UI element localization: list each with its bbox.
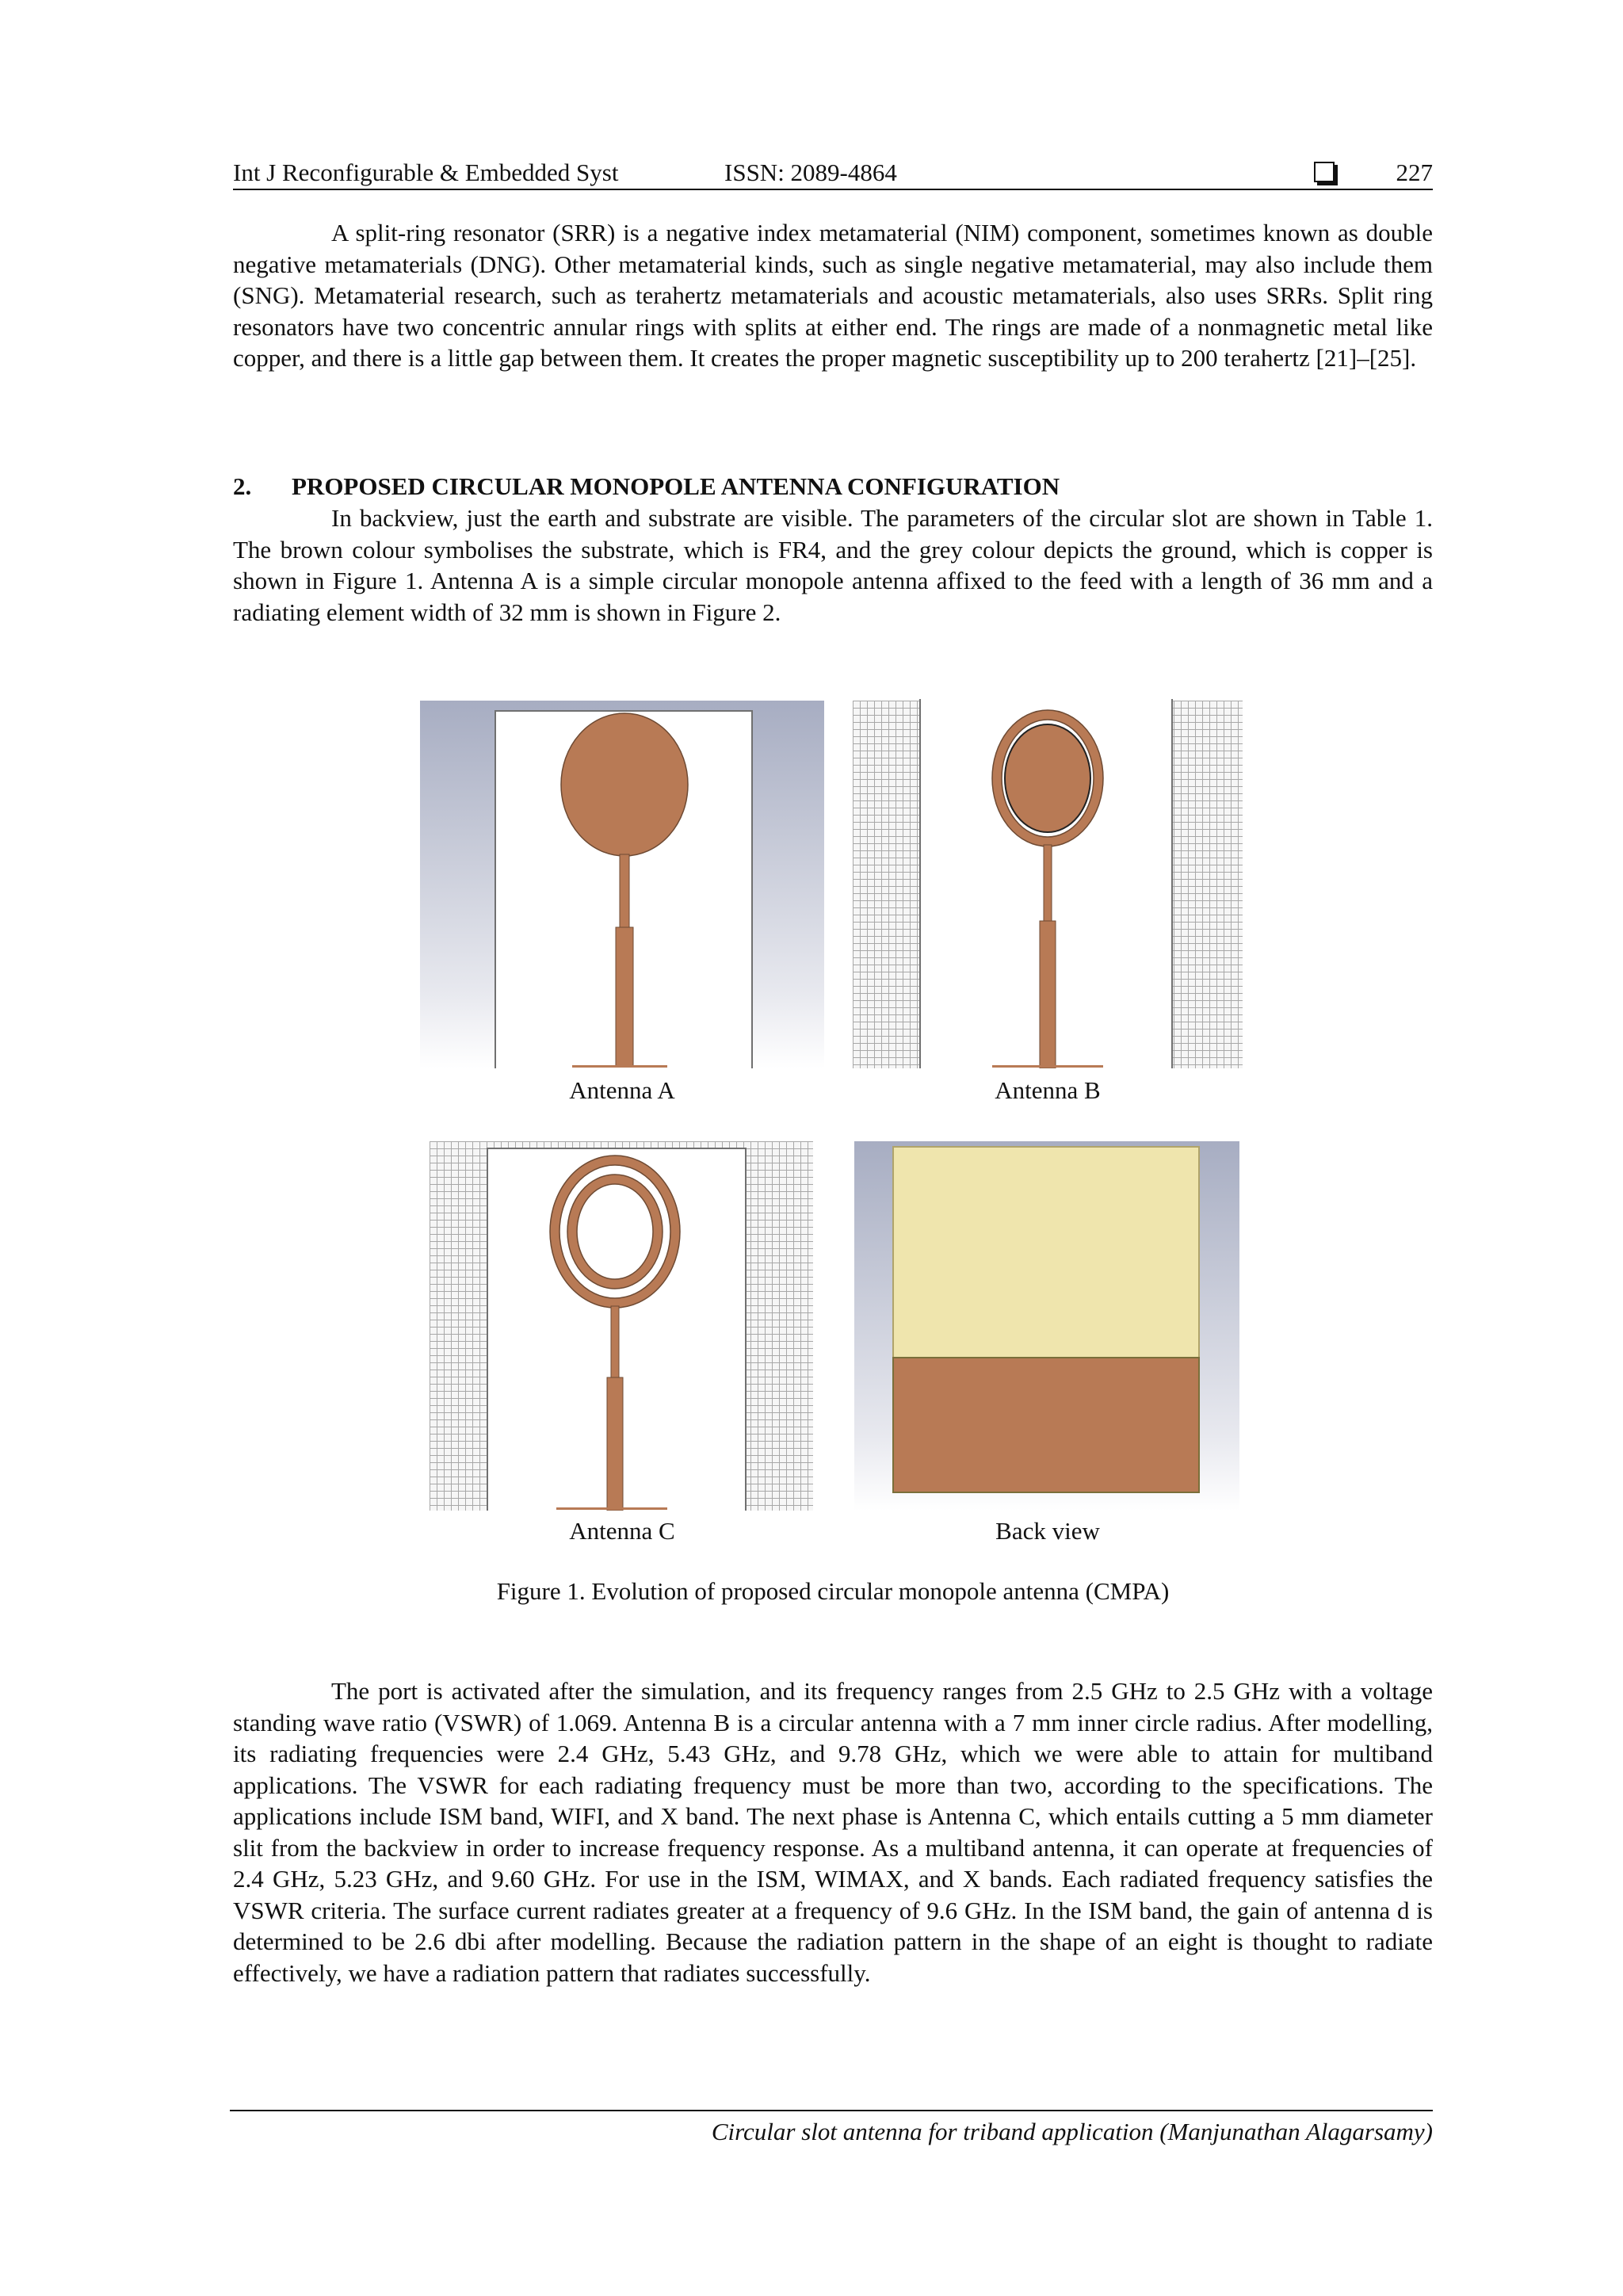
antenna-a-image bbox=[420, 701, 824, 1068]
checkbox-square-icon bbox=[1314, 162, 1335, 182]
antenna-a-drawing bbox=[420, 701, 824, 1068]
section-heading bbox=[233, 471, 1433, 502]
back-view-image bbox=[854, 1141, 1239, 1511]
panel-label-antenna-a: Antenna A bbox=[569, 1076, 675, 1104]
figure-caption: Figure 1. Evolution of proposed circular monopole antenna (CMPA) bbox=[496, 1577, 1170, 1605]
journal-title: Int J Reconfigurable & Embedded Syst bbox=[233, 159, 619, 186]
paragraph-port: The port is activated after the simulation, and its frequency ranges from 2.5 GHz to 2.5 GHz with a voltage standing wave ratio (VSWR) of 1.069. Antenna B is a circular antenna with a 7 mm inner circle radius. After modelling, its radiating frequencies were 2.4 GHz, 5.43 GHz, and 9.78 GHz, which we were able to attain for multiband applications. The VSWR for each radiating frequency must be more than two, according to the specifications. The applications include ISM band, WIFI, and X band. The next phase is Antenna C, which entails cutting a 5 mm diameter slit from the backview in order to increase frequency response. As a multiband antenna, it can operate at frequencies of 2.4 GHz, 5.23 GHz, and 9.60 GHz. For use in the ISM, WIMAX, and X bands. Each radiated frequency satisfies the VSWR criteria. The surface current radiates greater at a frequency of 9.6 GHz. In the ISM band, the gain of antenna d is determined to be 2.6 dbi after modelling. Because the radiation pattern in the shape of an eight is thought to radiate effectively, we have a radiation pattern that radiates successfully. bbox=[233, 1677, 1433, 1987]
paragraph-config: In backview, just the earth and substrate are visible. The parameters of the circular slot are shown in Table 1. The brown colour symbolises the substrate, which is FR4, and the grey colour depicts the ground, which is copper is shown in Figure 1. Antenna A is a simple circular monopole antenna affixed to the feed with a length of 36 mm and a radiating element width of 32 mm is shown in Figure 2. bbox=[233, 504, 1433, 626]
issn: ISSN: 2089-4864 bbox=[724, 159, 897, 186]
antenna-c-image bbox=[430, 1141, 813, 1511]
paragraph-srr: A split-ring resonator (SRR) is a negative index metamaterial (NIM) component, sometimes known as double negative metamaterials (DNG). Other metamaterial kinds, such as single negative metamaterial, may also include them (SNG). Metamaterial research, such as terahertz metamaterials and acoustic metamaterials, also uses SRRs. Split ring resonators have two concentric annular rings with splits at either end. The rings are made of a nonmagnetic metal like copper, and there is a little gap between them. It creates the proper magnetic susceptibility up to 200 terahertz [21]–[25]. bbox=[233, 219, 1433, 372]
header-divider bbox=[233, 189, 1433, 190]
footer-divider bbox=[230, 2110, 1433, 2111]
page-number: 227 bbox=[1396, 159, 1433, 186]
running-header bbox=[233, 155, 1433, 190]
section-number: 2. bbox=[233, 472, 252, 500]
substrate-region bbox=[892, 1357, 1200, 1493]
antenna-b-drawing bbox=[853, 701, 1243, 1068]
antenna-b-image bbox=[853, 701, 1243, 1068]
ground-plane bbox=[892, 1146, 1200, 1358]
antenna-c-drawing bbox=[430, 1141, 813, 1511]
panel-label-antenna-c: Antenna C bbox=[569, 1517, 675, 1545]
panel-label-back-view: Back view bbox=[995, 1517, 1100, 1545]
section-title: PROPOSED CIRCULAR MONOPOLE ANTENNA CONFIGURATION bbox=[292, 472, 1060, 500]
panel-label-antenna-b: Antenna B bbox=[995, 1076, 1101, 1104]
running-footer: Circular slot antenna for triband application (Manjunathan Alagarsamy) bbox=[711, 2118, 1433, 2145]
